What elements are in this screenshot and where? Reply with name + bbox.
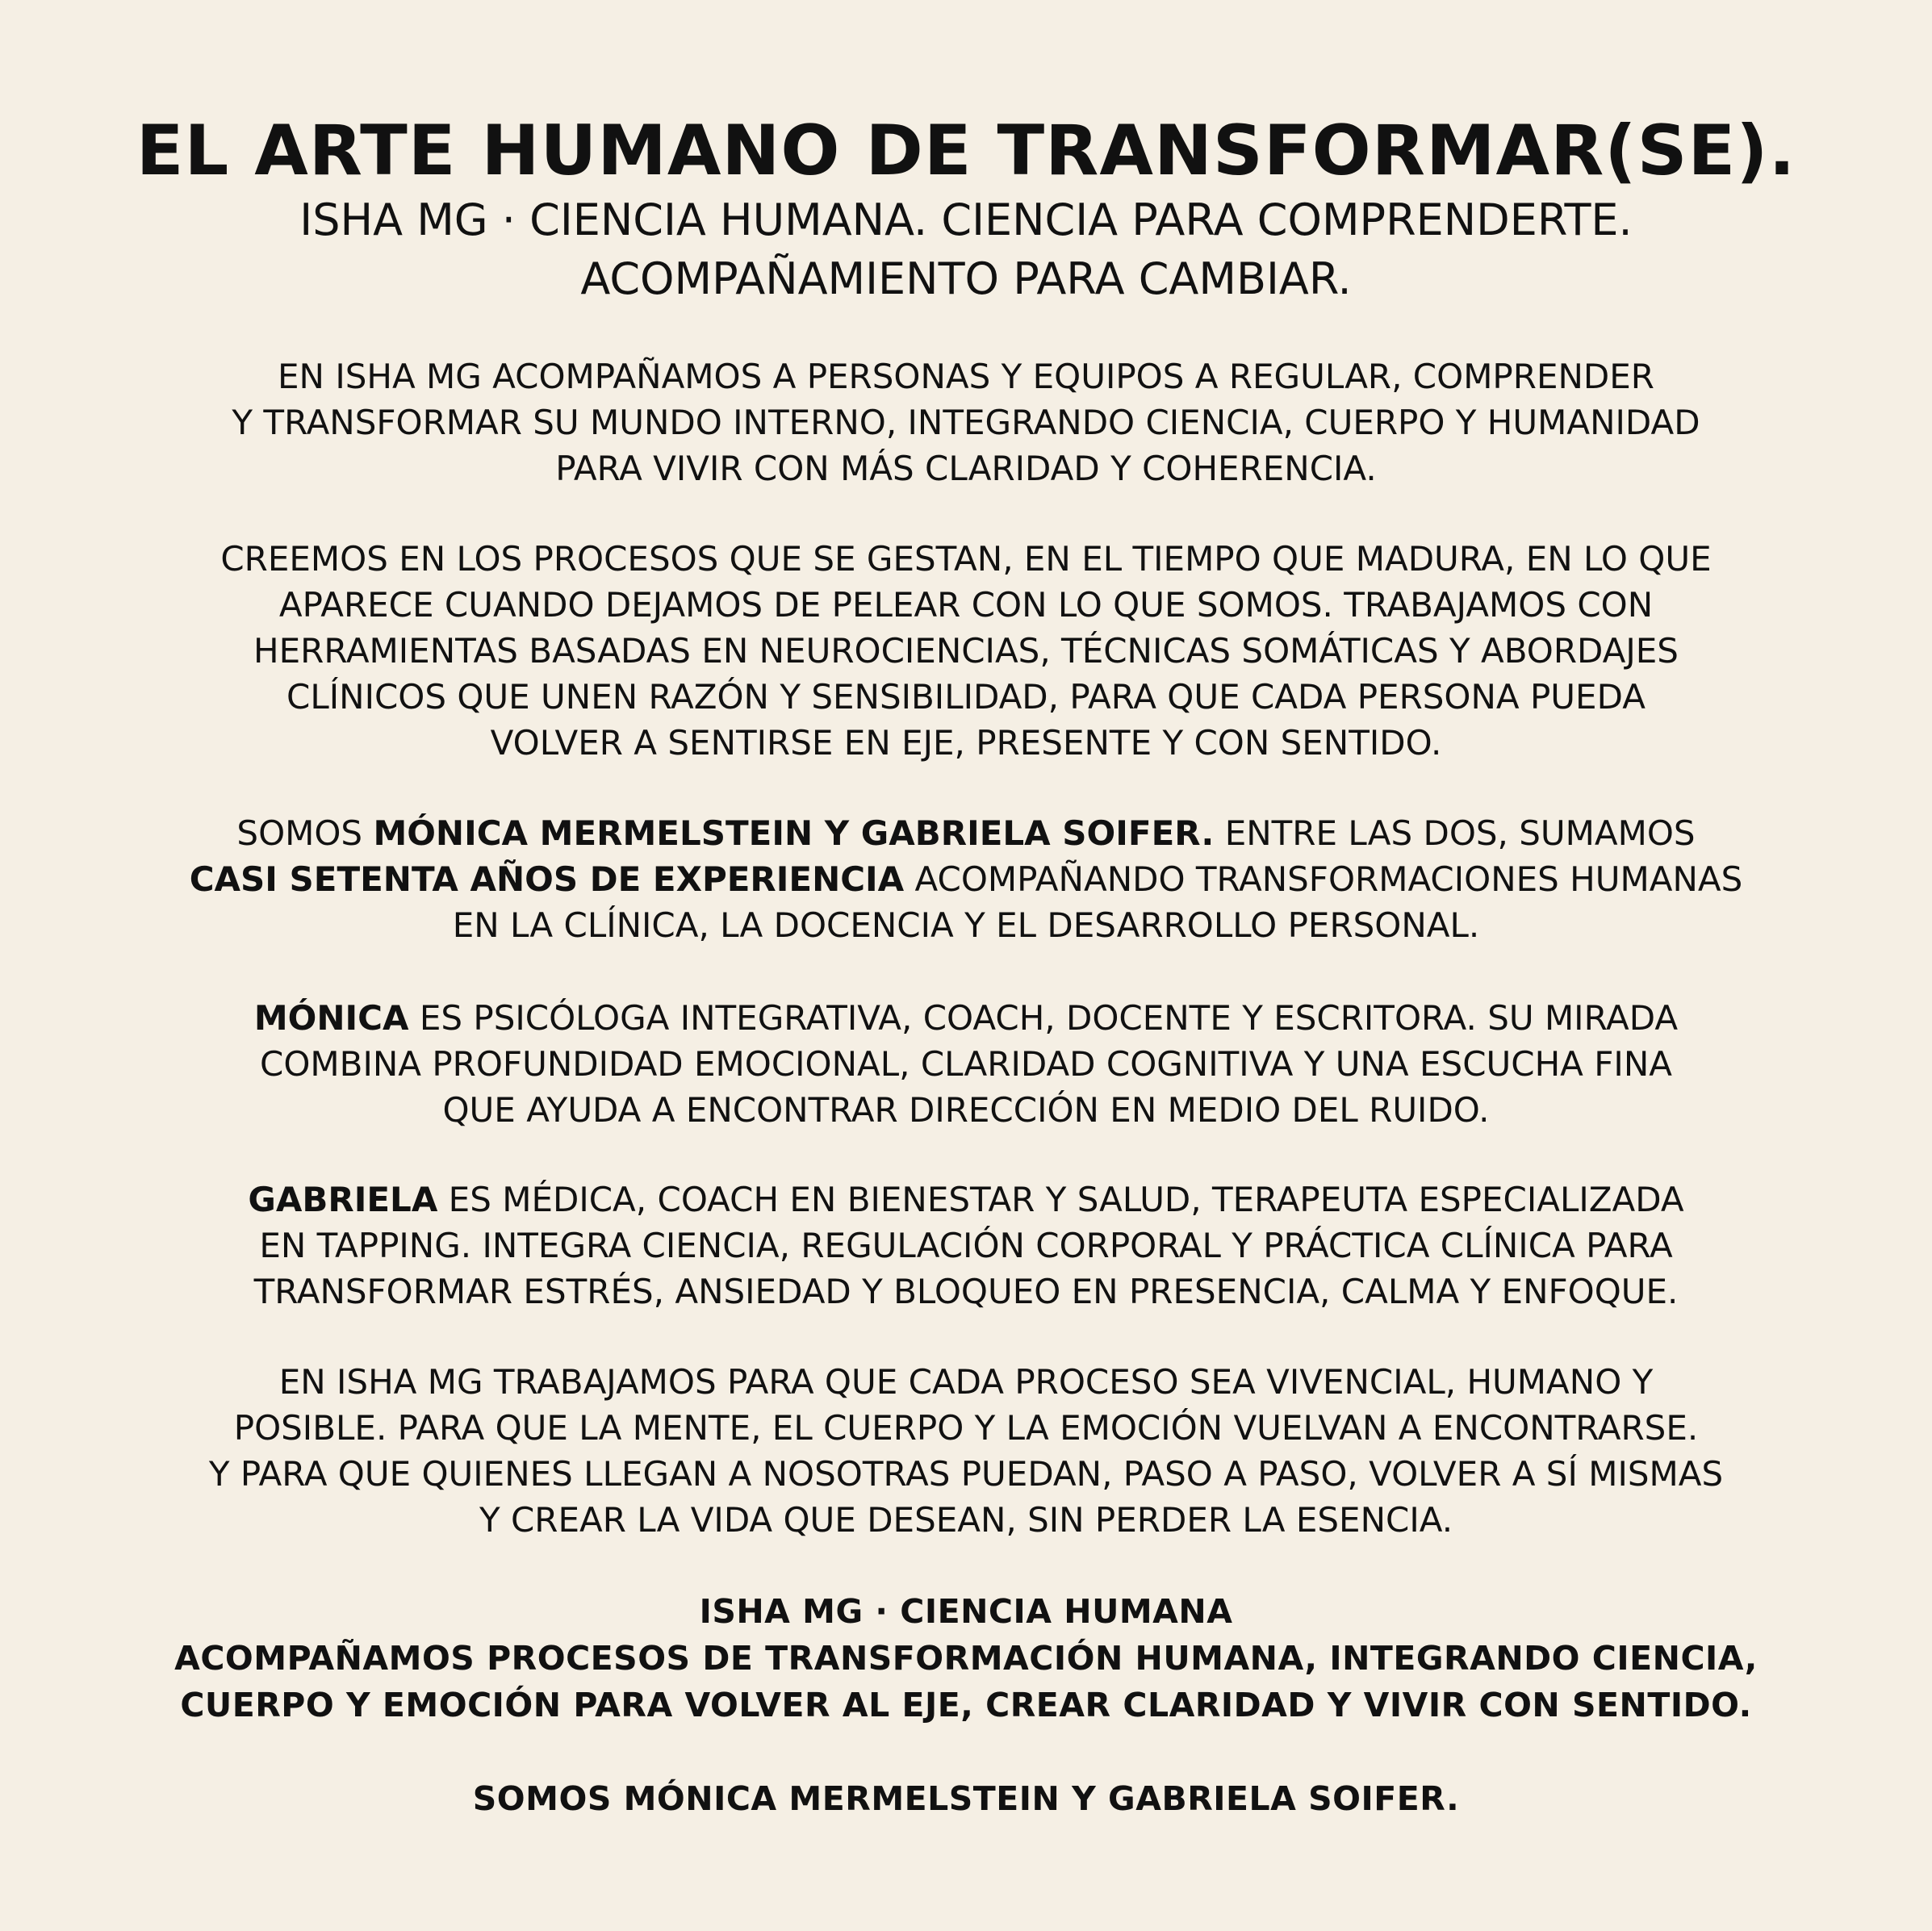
monica-line: COMBINA PROFUNDIDAD EMOCIONAL, CLARIDAD COGNITIVA Y UNA ESCUCHA FINA	[260, 1044, 1672, 1084]
founders-text: ACOMPAÑANDO TRANSFORMACIONES HUMANAS	[904, 859, 1743, 899]
mission-line: Y PARA QUE QUIENES LLEGAN A NOSOTRAS PUEDAN, PASO A PASO, VOLVER A SÍ MISMAS	[208, 1454, 1724, 1494]
monica-name: MÓNICA	[253, 998, 409, 1038]
subtitle-line: ACOMPAÑAMIENTO PARA CAMBIAR.	[580, 253, 1352, 304]
beliefs-line: APARECE CUANDO DEJAMOS DE PELEAR CON LO QUE SOMOS. TRABAJAMOS CON	[278, 585, 1654, 625]
gabriela-text: ES MÉDICA, COACH EN BIENESTAR Y SALUD, TERAPEUTA ESPECIALIZADA	[437, 1180, 1684, 1219]
subtitle-line: ISHA MG · CIENCIA HUMANA. CIENCIA PARA COMPRENDERTE.	[299, 194, 1633, 245]
gabriela-line	[0, 1177, 1932, 1223]
gabriela-name: GABRIELA	[248, 1180, 438, 1219]
gabriela-line: TRANSFORMAR ESTRÉS, ANSIEDAD Y BLOQUEO EN PRESENCIA, CALMA Y ENFOQUE.	[253, 1272, 1679, 1311]
founders-line	[0, 810, 1932, 856]
gabriela-line: EN TAPPING. INTEGRA CIENCIA, REGULACIÓN CORPORAL Y PRÁCTICA CLÍNICA PARA	[259, 1226, 1673, 1265]
closing-line: ISHA MG · CIENCIA HUMANA	[699, 1592, 1233, 1631]
monica-text: ES PSICÓLOGA INTEGRATIVA, COACH, DOCENTE Y ESCRITORA. SU MIRADA	[408, 998, 1679, 1038]
gabriela-paragraph	[0, 1177, 1932, 1315]
mission-paragraph	[0, 1359, 1932, 1543]
founders-text: ENTRE LAS DOS, SUMAMOS	[1214, 813, 1696, 853]
founders-intro-text: SOMOS	[236, 813, 374, 853]
beliefs-line: VOLVER A SENTIRSE EN EJE, PRESENTE Y CON SENTIDO.	[490, 723, 1442, 763]
intro-line: Y TRANSFORMAR SU MUNDO INTERNO, INTEGRANDO CIENCIA, CUERPO Y HUMANIDAD	[232, 403, 1700, 442]
founders-line	[0, 856, 1932, 902]
monica-paragraph	[0, 995, 1932, 1133]
founders-names: MÓNICA MERMELSTEIN Y GABRIELA SOIFER.	[373, 813, 1215, 853]
closing-line: CUERPO Y EMOCIÓN PARA VOLVER AL EJE, CREAR CLARIDAD Y VIVIR CON SENTIDO.	[180, 1686, 1752, 1724]
mission-line: EN ISHA MG TRABAJAMOS PARA QUE CADA PROCESO SEA VIVENCIAL, HUMANO Y	[278, 1362, 1654, 1402]
experience-highlight: CASI SETENTA AÑOS DE EXPERIENCIA	[189, 859, 905, 899]
signature-line: SOMOS MÓNICA MERMELSTEIN Y GABRIELA SOIFER.	[472, 1779, 1460, 1818]
closing-signature	[0, 1775, 1932, 1822]
intro-paragraph	[0, 353, 1932, 491]
beliefs-paragraph	[0, 536, 1932, 766]
monica-line: QUE AYUDA A ENCONTRAR DIRECCIÓN EN MEDIO DEL RUIDO.	[442, 1090, 1490, 1130]
beliefs-line: CREEMOS EN LOS PROCESOS QUE SE GESTAN, EN EL TIEMPO QUE MADURA, EN LO QUE	[220, 539, 1712, 579]
page-title: EL ARTE HUMANO DE TRANSFORMAR(SE).	[136, 111, 1796, 191]
intro-line: EN ISHA MG ACOMPAÑAMOS A PERSONAS Y EQUIPOS A REGULAR, COMPRENDER	[278, 357, 1654, 396]
beliefs-line: CLÍNICOS QUE UNEN RAZÓN Y SENSIBILIDAD, PARA QUE CADA PERSONA PUEDA	[286, 677, 1646, 717]
mission-line: Y CREAR LA VIDA QUE DESEAN, SIN PERDER LA ESENCIA.	[479, 1500, 1453, 1540]
closing-line: ACOMPAÑAMOS PROCESOS DE TRANSFORMACIÓN HUMANA, INTEGRANDO CIENCIA,	[174, 1639, 1758, 1678]
founders-paragraph	[0, 810, 1932, 948]
page-subtitle	[0, 190, 1932, 308]
intro-line: PARA VIVIR CON MÁS CLARIDAD Y COHERENCIA.	[555, 449, 1377, 488]
closing-statement	[0, 1588, 1932, 1728]
mission-line: POSIBLE. PARA QUE LA MENTE, EL CUERPO Y LA EMOCIÓN VUELVAN A ENCONTRARSE.	[233, 1408, 1699, 1448]
monica-line	[0, 995, 1932, 1041]
beliefs-line: HERRAMIENTAS BASADAS EN NEUROCIENCIAS, TÉCNICAS SOMÁTICAS Y ABORDAJES	[253, 631, 1679, 671]
founders-line: EN LA CLÍNICA, LA DOCENCIA Y EL DESARROLLO PERSONAL.	[452, 905, 1480, 945]
